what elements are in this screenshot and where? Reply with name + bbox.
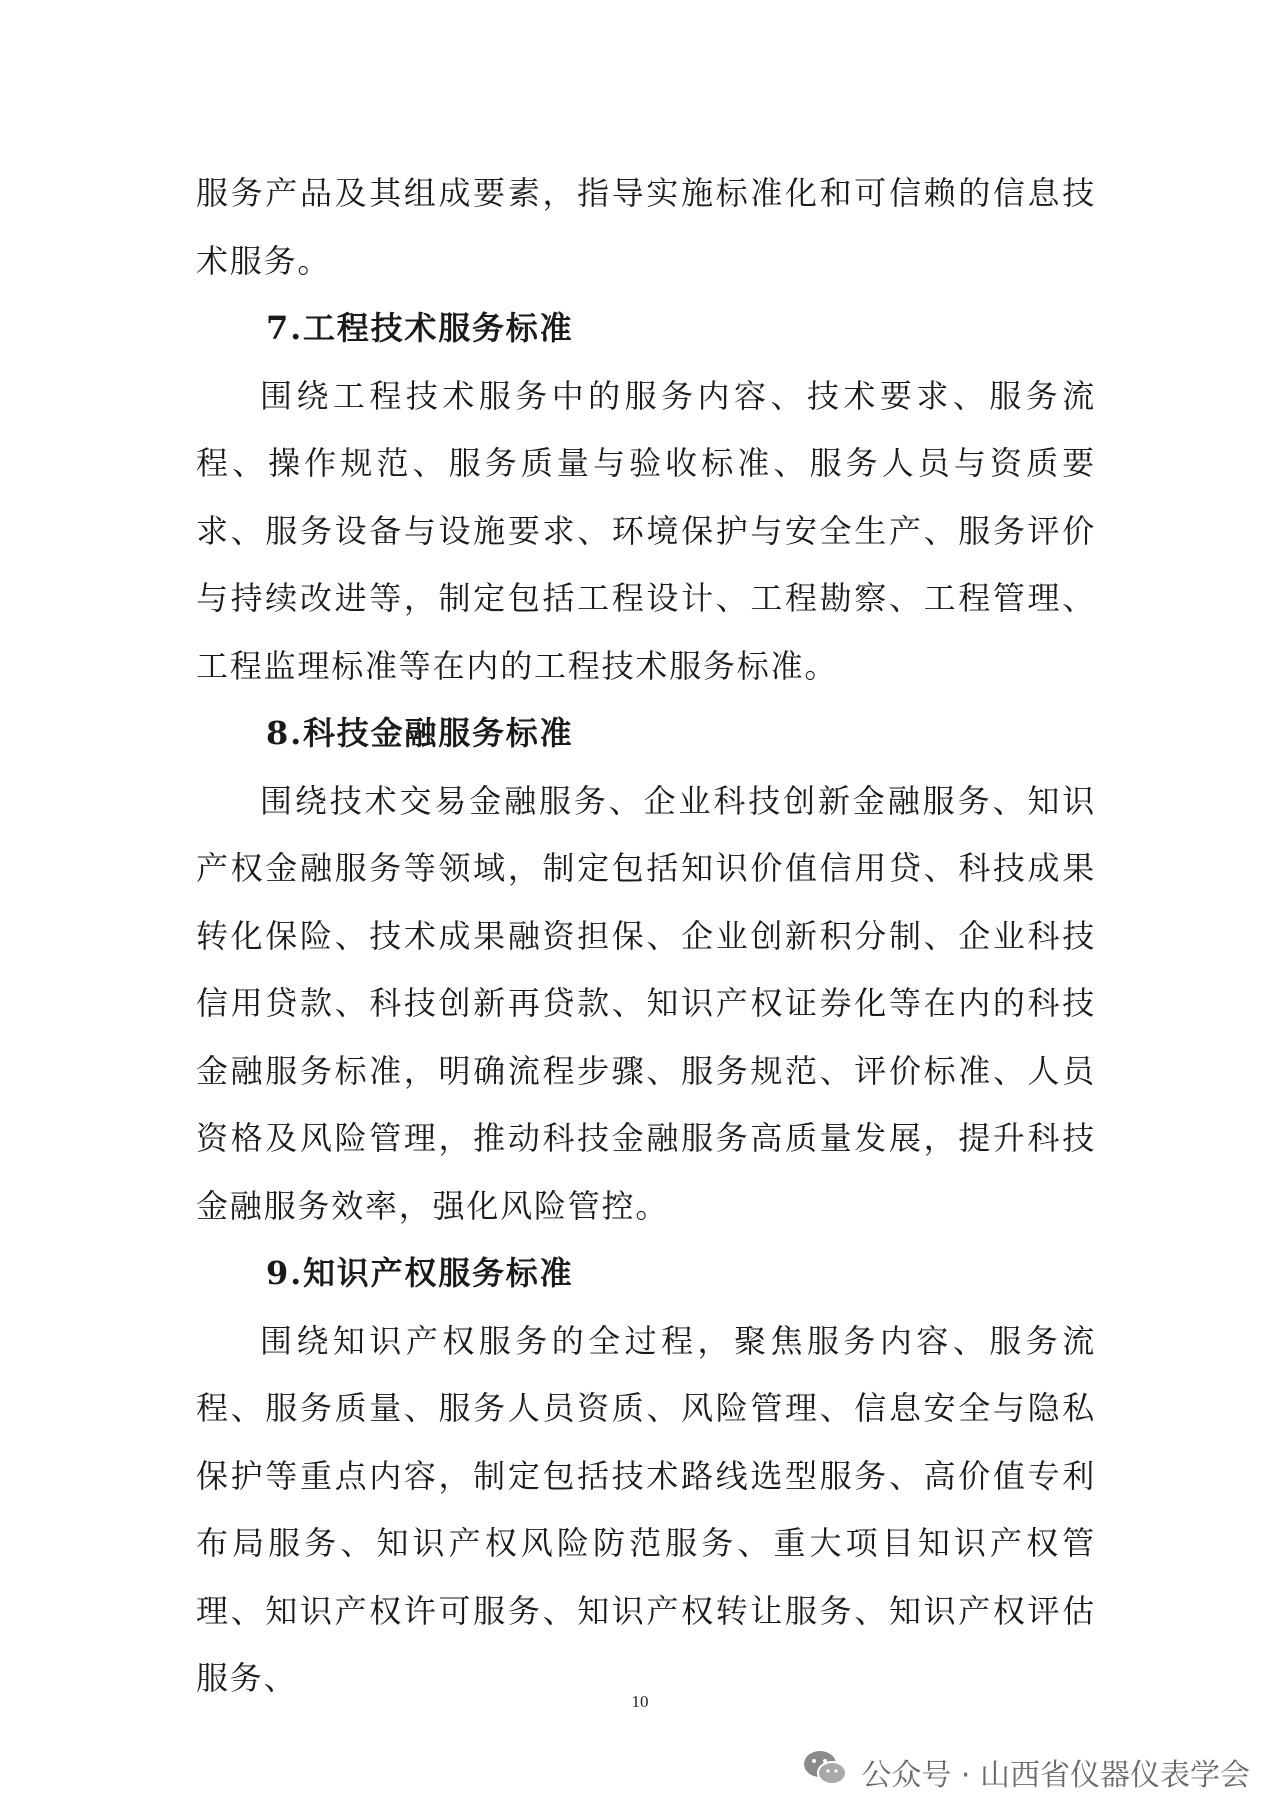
section-7-heading: 7.工程技术服务标准 (266, 309, 574, 347)
section-9-heading: 9.知识产权服务标准 (266, 1254, 574, 1292)
wechat-icon (801, 1748, 849, 1796)
document-page (196, 160, 1096, 1713)
section-7-body: 围绕工程技术服务中的服务内容、技术要求、服务流程、操作规范、服务质量与验收标准、服务人员与资质要求、服务设备与设施要求、环境保护与安全生产、服务评价与持续改进等，制定包括工程设计、工程勘察、工程管理、工程监理标准等在内的工程技术服务标准。 (196, 376, 1096, 685)
wechat-watermark (801, 1748, 1250, 1796)
watermark-text: 公众号 · 山西省仪器仪表学会 (861, 1758, 1250, 1793)
section-8-heading: 8.科技金融服务标准 (266, 714, 574, 752)
section-9-body: 围绕知识产权服务的全过程，聚焦服务内容、服务流程、服务质量、服务人员资质、风险管理、信息安全与隐私保护等重点内容，制定包括技术路线选型服务、高价值专利布局服务、知识产权风险防范服务、重大项目知识产权管理、知识产权许可服务、知识产权转让服务、知识产权评估服务、 (196, 1321, 1096, 1697)
intro-continuation-paragraph: 服务产品及其组成要素，指导实施标准化和可信赖的信息技术服务。 (196, 174, 1096, 280)
page-number: 10 (631, 1692, 649, 1711)
section-8-body: 围绕技术交易金融服务、企业科技创新金融服务、知识产权金融服务等领域，制定包括知识价值信用贷、科技成果转化保险、技术成果融资担保、企业创新积分制、企业科技信用贷款、科技创新再贷款、知识产权证券化等在内的科技金融服务标准，明确流程步骤、服务规范、评价标准、人员资格及风险管理，推动科技金融服务高质量发展，提升科技金融服务效率，强化风险管控。 (196, 781, 1096, 1225)
